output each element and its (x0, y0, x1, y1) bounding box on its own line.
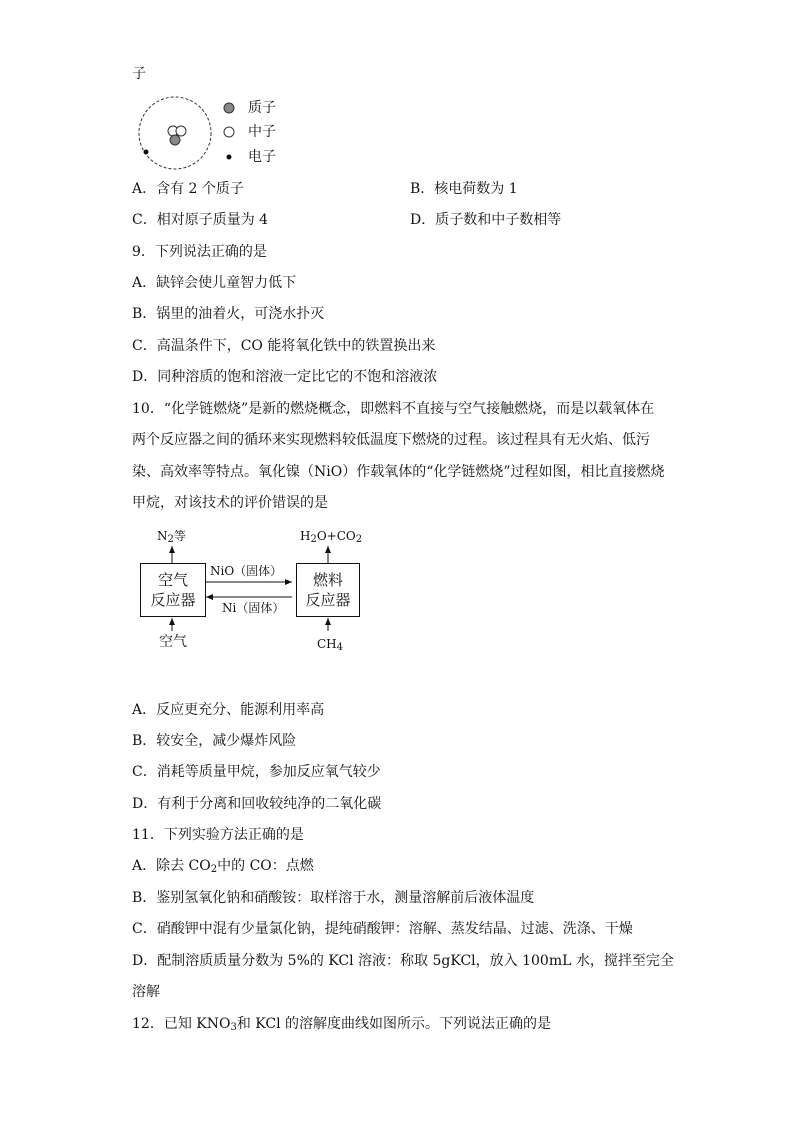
fuel-reactor-label-2: 反应器 (305, 591, 351, 609)
q9-option-a: A．缺锌会使儿童智力低下 (132, 275, 297, 291)
ch4-input-label: $CH_4$ (317, 637, 344, 653)
q11-option-c: C．硝酸钾中混有少量氯化钠，提纯硝酸钾：溶解、蒸发结晶、过滤、洗涤、干燥 (132, 921, 633, 937)
q10-option-a: A．反应更充分、能源利用率高 (132, 702, 325, 718)
fuel-reactor-label-1: 燃料 (312, 571, 343, 589)
legend-neutron-label: 中子 (248, 124, 276, 140)
legend-proton-label: 质子 (248, 100, 276, 116)
q10-option-c: C．消耗等质量甲烷，参加反应氧气较少 (132, 764, 381, 780)
air-reactor-label-2: 反应器 (150, 591, 196, 609)
prev-question-tail: 子 (132, 66, 146, 82)
neutron-2 (176, 126, 186, 136)
electron (144, 150, 149, 155)
q12-stem: 12．已知 $KNO_3$和 KCl 的溶解度曲线如图所示。下列说法正确的是 (132, 1016, 551, 1033)
prev-option-c: C．相对原子质量为 4 (132, 212, 269, 228)
q9-option-d: D．同种溶质的饱和溶液一定比它的不饱和溶液浓 (132, 369, 438, 385)
q9-option-b: B．锅里的油着火，可浇水扑灭 (132, 306, 325, 322)
air-reactor-box (140, 563, 206, 617)
q10-option-d: D．有利于分离和回收较纯净的二氧化碳 (132, 796, 382, 812)
q10-stem-line-4: 甲烷，对该技术的评价错误的是 (132, 495, 328, 511)
q11-option-b: B．鉴别氢氧化钠和硝酸铵：取样溶于水，测量溶解前后液体温度 (132, 890, 535, 906)
legend-neutron-symbol (224, 127, 234, 137)
prev-option-a: A．含有 2 个质子 (132, 181, 244, 197)
prev-option-d: D．质子数和中子数相等 (410, 212, 562, 228)
q9-stem: 9．下列说法正确的是 (132, 244, 267, 260)
q11-option-d-line-1: D．配制溶质质量分数为 5%的 KCl 溶液：称取 5gKCl，放入 100mL 水，搅拌至完全 (132, 953, 674, 969)
q9-option-c: C．高温条件下，CO 能将氧化铁中的铁置换出来 (132, 338, 436, 354)
n2-output-label: $N_2$等 (157, 529, 186, 545)
proton (170, 135, 180, 145)
fuel-reactor-box (296, 563, 360, 617)
prev-option-b: B．核电荷数为 1 (410, 181, 518, 197)
h2o-co2-output-label: $H_2O+CO_2$ (300, 529, 363, 545)
q11-stem: 11．下列实验方法正确的是 (132, 827, 304, 843)
legend-electron-label: 电子 (248, 149, 276, 165)
ni-arrow-label: Ni（固体） (222, 601, 285, 615)
atom-legend-symbols (224, 103, 234, 160)
atom-diagram (139, 97, 211, 169)
legend-electron-symbol (227, 155, 232, 160)
air-reactor-label-1: 空气 (157, 571, 188, 589)
q11-option-a: A．除去 $CO_2$中的 CO：点燃 (132, 858, 314, 875)
q10-stem-line-3: 染、高效率等特点。氧化镍（NiO）作载氧体的“化学链燃烧”过程如图，相比直接燃烧 (132, 464, 665, 480)
legend-proton-symbol (224, 103, 234, 113)
q10-stem-line-2: 两个反应器之间的循环来实现燃料较低温度下燃烧的过程。该过程具有无火焰、低污 (132, 432, 650, 448)
q11-option-d-line-2: 溶解 (132, 984, 160, 1000)
air-input-label: 空气 (159, 634, 187, 650)
q10-option-b: B．较安全，减少爆炸风险 (132, 733, 297, 749)
nio-arrow-label: NiO（固体） (210, 564, 283, 578)
q10-stem-line-1: 10．“化学链燃烧”是新的燃烧概念，即燃料不直接与空气接触燃烧，而是以载氧体在 (132, 401, 655, 417)
